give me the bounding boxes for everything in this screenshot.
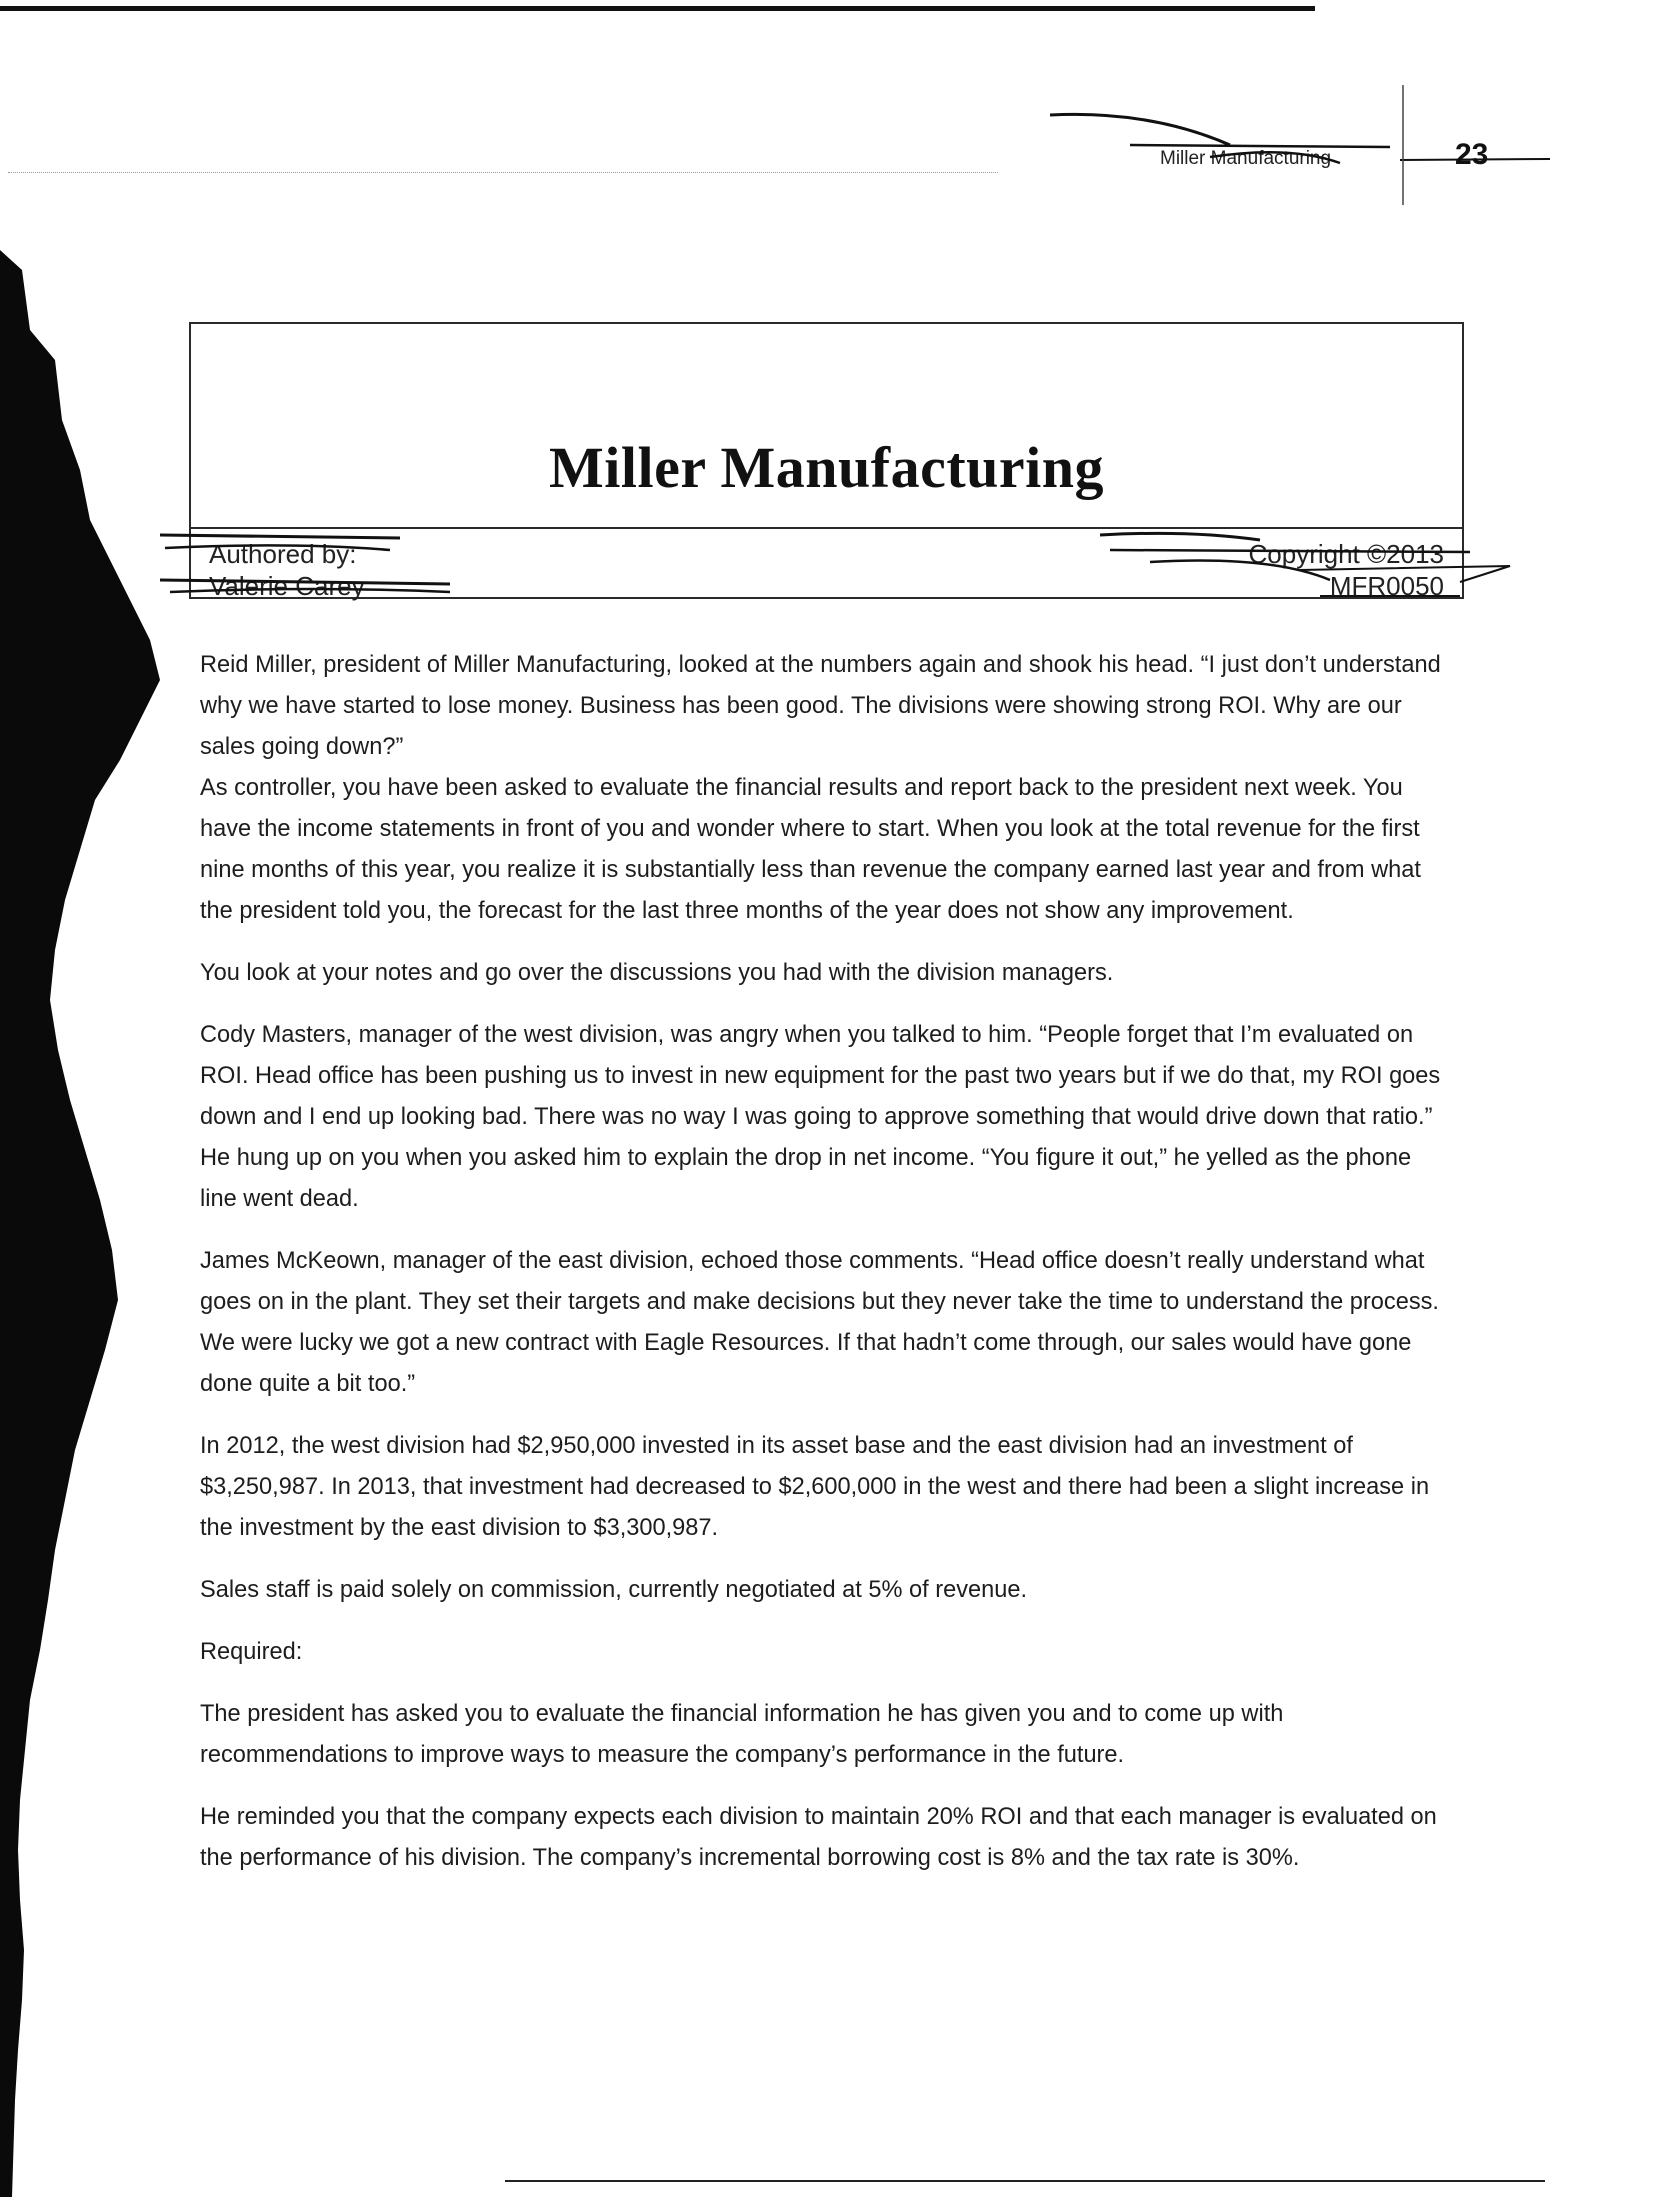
- copyright-text: Copyright ©2013: [1248, 539, 1444, 569]
- running-header-title: Miller Manufacturing: [1160, 148, 1332, 169]
- paragraph-commission: Sales staff is paid solely on commission, currently negotiated at 5% of revenue.: [200, 1577, 1028, 1603]
- required-heading: Required:: [200, 1639, 303, 1665]
- paragraph-investment: In 2012, the west division had $2,950,000 invested in its asset base and the east division had an investment of $3,250,987. In 2013, that investment had decreased to $2,600,000 in the west and there had been a slight increase in the investment by the east division to $3,300,987.: [200, 1433, 1430, 1541]
- page-number: 23: [1455, 138, 1489, 171]
- title-box-redaction-strokes: [150, 500, 1530, 610]
- author-name: Valerie Carey: [209, 571, 365, 601]
- paragraph-notes: You look at your notes and go over the discussions you had with the division managers.: [200, 960, 1114, 986]
- paragraph-west-division: Cody Masters, manager of the west division, was angry when you talked to him. “People forget that I’m evaluated on ROI. Head office has been pushing us to invest in new equipment for the past two years but if we do that, my ROI goes down and I end up looking bad. There was no way I was going to approve something that would drive down that ratio.” He hung up on you when you asked him to explain the drop in net income. “You figure it out,” he yelled as the phone line went dead.: [200, 1022, 1441, 1212]
- document-code: MFR0050: [1329, 571, 1444, 601]
- paragraph-task: The president has asked you to evaluate the financial information he has given you and to come up with recommendations to improve ways to measure the company’s performance in the future.: [200, 1701, 1284, 1768]
- document-title: Miller Manufacturing: [548, 435, 1105, 500]
- scanned-page-edge-shadow: [0, 0, 170, 2197]
- paragraph-targets: He reminded you that the company expects each division to maintain 20% ROI and that each manager is evaluated on the performance of his division. The company’s incremental borrowing cost is 8% and the tax rate is 30%.: [200, 1804, 1437, 1871]
- paragraph-controller: As controller, you have been asked to evaluate the financial results and report back to the president next week. You have the income statements in front of you and wonder where to start. When you look at the total revenue for the first nine months of this year, you realize it is substantially less than revenue the company earned last year and from what the president told you, the forecast for the last three months of the year does not show any improvement.: [200, 775, 1421, 924]
- body-text: [200, 645, 1450, 1900]
- scan-border-top: [0, 6, 1315, 11]
- paragraph-east-division: James McKeown, manager of the east division, echoed those comments. “Head office doesn’t really understand what goes on in the plant. They set their targets and make decisions but they never take the time to understand the process. We were lucky we got a new contract with Eagle Resources. If that hadn’t come through, our sales would have gone done quite a bit too.”: [200, 1248, 1439, 1397]
- scan-border-bottom: [505, 2180, 1545, 2182]
- paragraph-intro: Reid Miller, president of Miller Manufacturing, looked at the numbers again and shook his head. “I just don’t understand why we have started to lose money. Business has been good. The divisions were showing strong ROI. Why are our sales going down?”: [200, 652, 1441, 760]
- header-redaction-strokes: [1030, 85, 1590, 215]
- authored-by-label: Authored by:: [209, 539, 357, 569]
